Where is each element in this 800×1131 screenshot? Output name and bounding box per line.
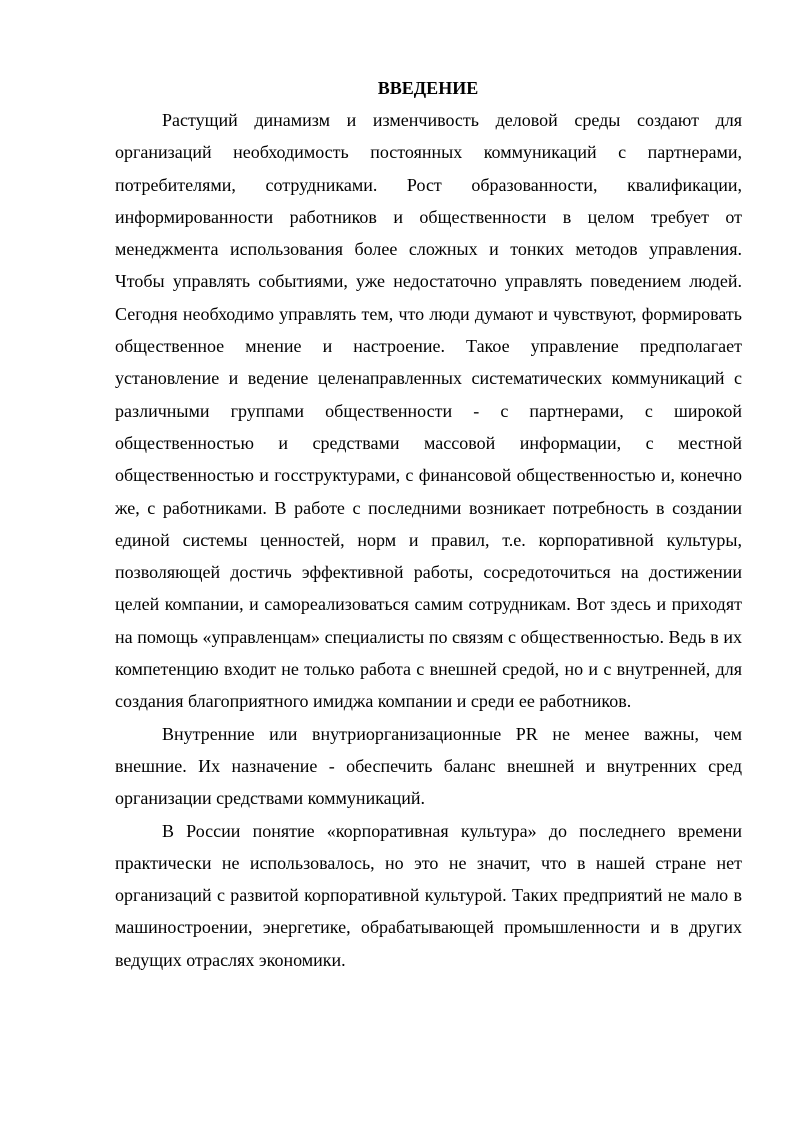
page-title: ВВЕДЕНИЕ (377, 78, 479, 98)
paragraph-internal-pr: Внутренние или внутриорганизационные PR не менее важны, чем внешние. Их назначение - обеспечить баланс внешней и внутренних сред организации средствами коммуникаций. (115, 723, 742, 809)
paragraph-corporate-culture-russia: В России понятие «корпоративная культура» до последнего времени практически не использовалось, но это не значит, что в нашей стране нет организаций с развитой корпоративной культурой. Таких предприятий не мало в машиностроении, энергетике, обрабатывающей промышленности и в других ведущих отраслях экономики. (115, 820, 742, 970)
paragraph-introduction: Растущий динамизм и изменчивость деловой среды создают для организаций необходимость постоянных коммуникаций с партнерами, потребителями, сотрудниками. Рост образованности, квалификации, информированности работников и общественности в целом требует от менеджмента использования более сложных и тонких методов управления. Чтобы управлять событиями, уже недостаточно управлять поведением людей. Сегодня необходимо управлять тем, что люди думают и чувствуют, формировать общественное мнение и настроение. Такое управление предполагает установление и ведение целенаправленных систематических коммуникаций с различными группами общественности - с партнерами, с широкой общественностью и средствами массовой информации, с местной общественностью и госструктурами, с финансовой общественностью и, конечно же, с работниками. В работе с последними возникает потребность в создании единой системы ценностей, норм и правил, т.е. корпоративной культуры, позволяющей достичь эффективной работы, сосредоточиться на достижении целей компании, и самореализоваться самим сотрудникам. Вот здесь и приходят на помощь «управленцам» специалисты по связям с общественностью. Ведь в их компетенцию входит не только работа с внешней средой, но и с внутренней, для создания благоприятного имиджа компании и среди ее работников. (115, 110, 742, 712)
body-text (115, 104, 742, 976)
